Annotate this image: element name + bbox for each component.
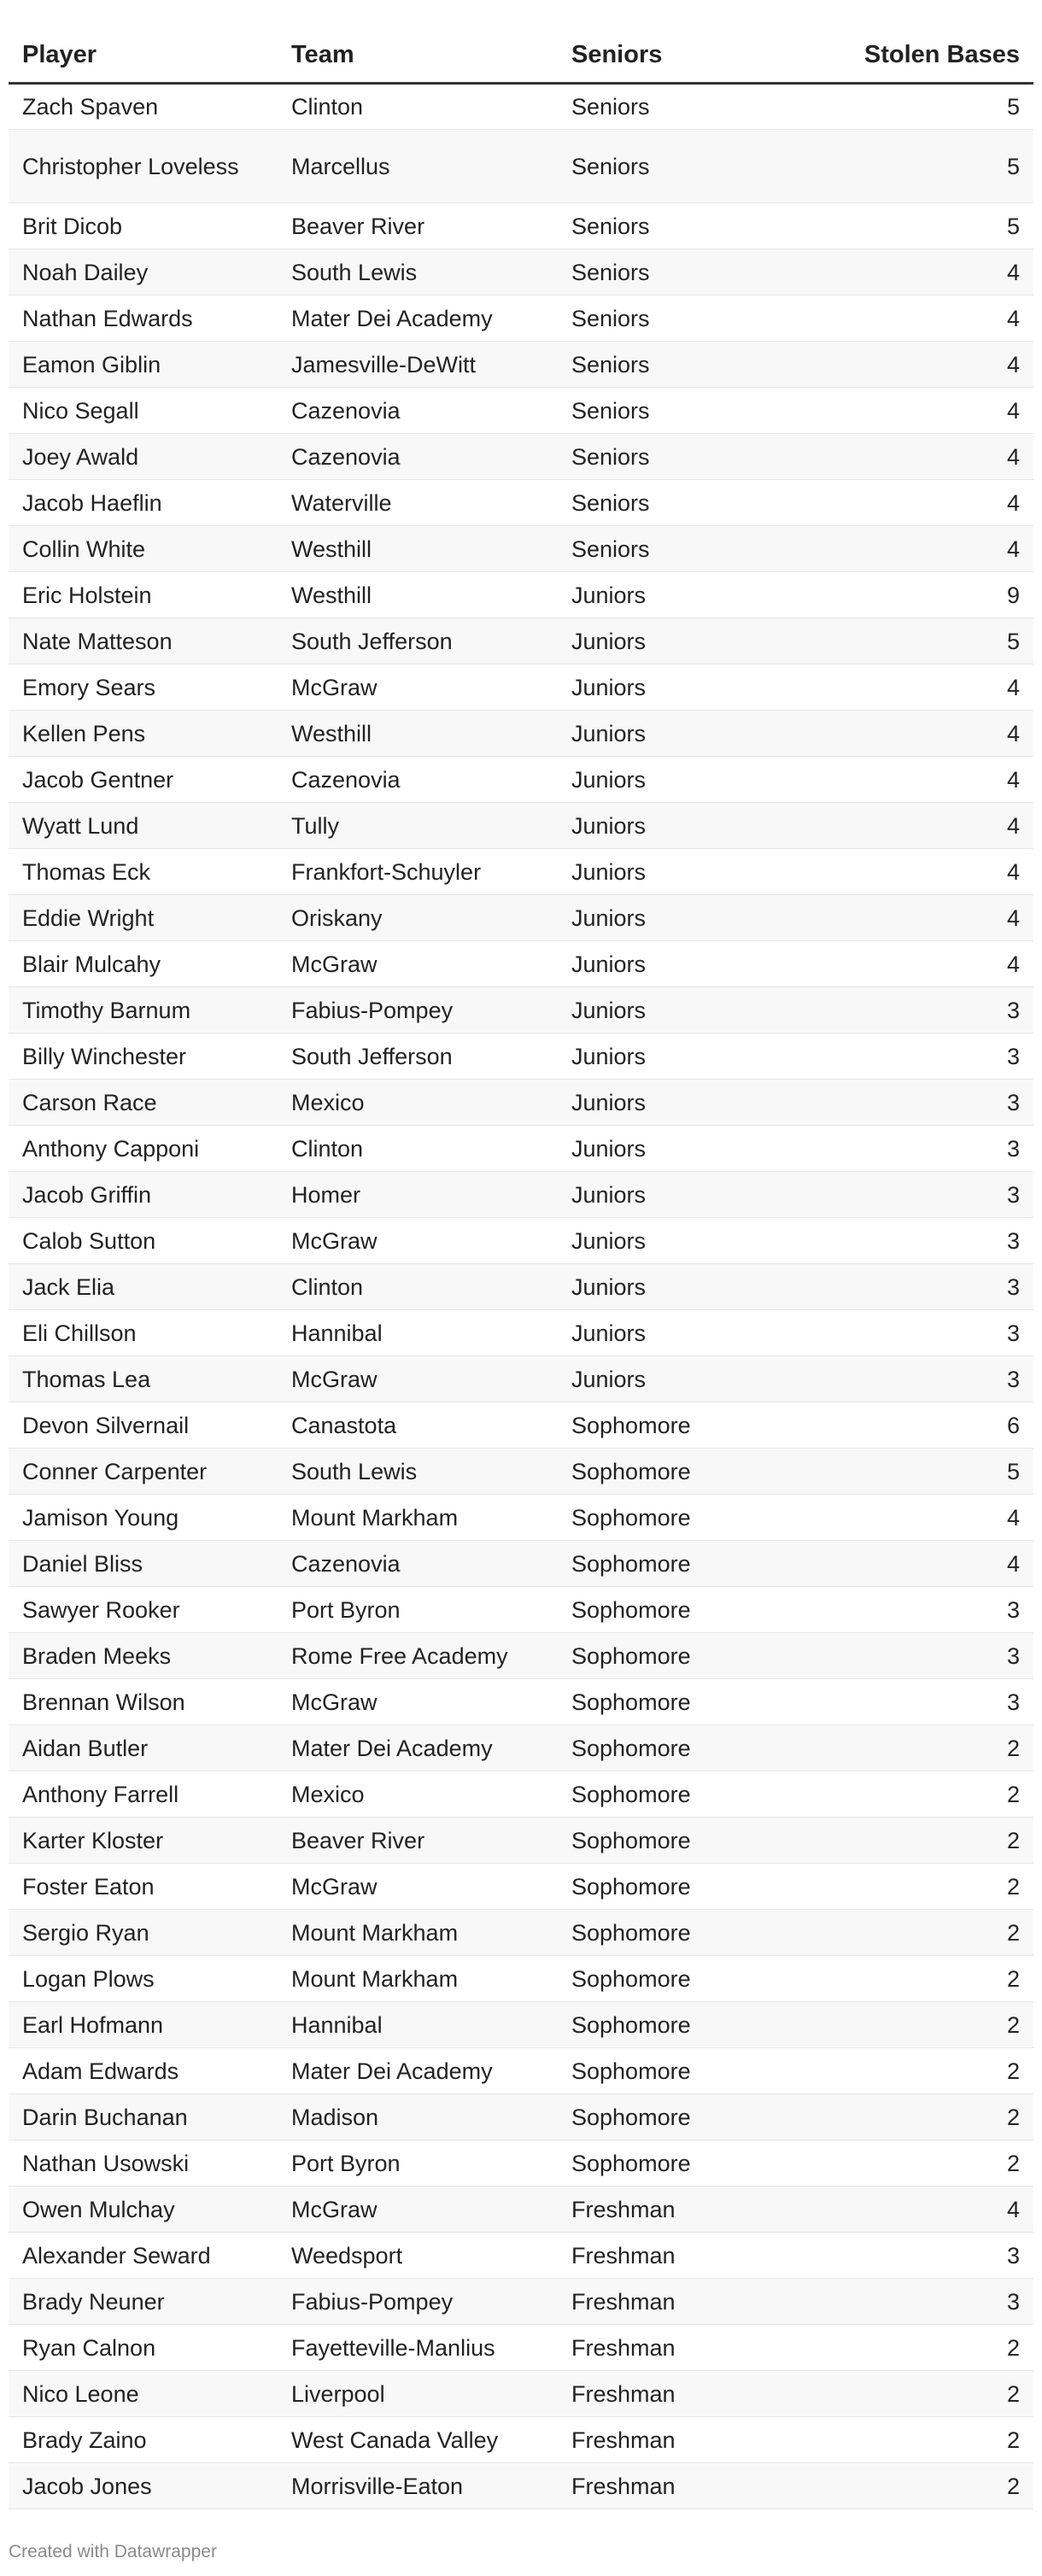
cell-class: Freshman (558, 2279, 741, 2325)
cell-stolen-bases: 5 (741, 130, 1033, 203)
table-row (9, 1402, 1033, 1449)
cell-team: South Lewis (278, 249, 558, 296)
column-header-stolen-bases[interactable]: Stolen Bases (741, 27, 1033, 84)
cell-class: Juniors (558, 1218, 741, 1264)
cell-team: McGraw (278, 1356, 558, 1402)
cell-class: Juniors (558, 1126, 741, 1172)
cell-stolen-bases: 2 (741, 2094, 1033, 2140)
cell-player: Logan Plows (9, 1956, 278, 2002)
table-row (9, 1679, 1033, 1725)
cell-player: Wyatt Lund (9, 803, 278, 849)
cell-stolen-bases: 4 (741, 434, 1033, 480)
cell-class: Seniors (558, 388, 741, 434)
cell-stolen-bases: 3 (741, 1356, 1033, 1402)
table-row (9, 249, 1033, 296)
cell-team: Westhill (278, 572, 558, 618)
column-header-class[interactable]: Seniors (558, 27, 741, 84)
cell-stolen-bases: 4 (741, 1541, 1033, 1587)
cell-player: Conner Carpenter (9, 1449, 278, 1495)
table-row (9, 2463, 1033, 2509)
table-row (9, 1587, 1033, 1633)
cell-team: McGraw (278, 1679, 558, 1725)
cell-player: Nico Leone (9, 2371, 278, 2417)
cell-class: Seniors (558, 526, 741, 572)
cell-team: Westhill (278, 711, 558, 757)
cell-stolen-bases: 2 (741, 1818, 1033, 1864)
cell-team: West Canada Valley (278, 2417, 558, 2463)
table-row (9, 987, 1033, 1033)
cell-stolen-bases: 4 (741, 757, 1033, 803)
cell-class: Freshman (558, 2233, 741, 2279)
table-header (9, 27, 1033, 84)
table-row (9, 2094, 1033, 2140)
cell-class: Freshman (558, 2463, 741, 2509)
table-row (9, 526, 1033, 572)
cell-stolen-bases: 3 (741, 1679, 1033, 1725)
cell-player: Jacob Griffin (9, 1172, 278, 1218)
table-row (9, 2187, 1033, 2233)
table-row (9, 2233, 1033, 2279)
cell-player: Aidan Butler (9, 1725, 278, 1771)
cell-class: Juniors (558, 572, 741, 618)
cell-class: Sophomore (558, 1818, 741, 1864)
cell-stolen-bases: 4 (741, 249, 1033, 296)
cell-player: Eddie Wright (9, 895, 278, 941)
cell-stolen-bases: 3 (741, 1218, 1033, 1264)
cell-team: Cazenovia (278, 1541, 558, 1587)
table-row (9, 1310, 1033, 1356)
cell-player: Karter Kloster (9, 1818, 278, 1864)
cell-player: Daniel Bliss (9, 1541, 278, 1587)
cell-stolen-bases: 4 (741, 1495, 1033, 1541)
cell-team: Oriskany (278, 895, 558, 941)
cell-player: Christopher Loveless (9, 130, 278, 203)
cell-team: Westhill (278, 526, 558, 572)
table-row (9, 130, 1033, 203)
cell-team: Tully (278, 803, 558, 849)
table-row (9, 1080, 1033, 1126)
table-row (9, 388, 1033, 434)
cell-stolen-bases: 5 (741, 1449, 1033, 1495)
cell-stolen-bases: 4 (741, 526, 1033, 572)
cell-team: Clinton (278, 84, 558, 130)
cell-stolen-bases: 2 (741, 1864, 1033, 1910)
cell-class: Juniors (558, 1356, 741, 1402)
cell-team: Morrisville-Eaton (278, 2463, 558, 2509)
cell-class: Juniors (558, 941, 741, 987)
cell-team: McGraw (278, 664, 558, 711)
cell-stolen-bases: 2 (741, 1725, 1033, 1771)
table-row (9, 1956, 1033, 2002)
table-row (9, 203, 1033, 249)
table-row (9, 1449, 1033, 1495)
cell-stolen-bases: 4 (741, 296, 1033, 342)
table-row (9, 2002, 1033, 2048)
cell-team: Mater Dei Academy (278, 1725, 558, 1771)
table-row (9, 1218, 1033, 1264)
cell-stolen-bases: 9 (741, 572, 1033, 618)
cell-team: Fayetteville-Manlius (278, 2325, 558, 2371)
cell-team: Cazenovia (278, 388, 558, 434)
table-row (9, 664, 1033, 711)
cell-team: McGraw (278, 941, 558, 987)
table-row (9, 2279, 1033, 2325)
cell-class: Juniors (558, 1172, 741, 1218)
cell-class: Juniors (558, 1310, 741, 1356)
cell-class: Seniors (558, 130, 741, 203)
cell-player: Nate Matteson (9, 618, 278, 664)
cell-team: Canastota (278, 1402, 558, 1449)
table-row (9, 941, 1033, 987)
cell-class: Sophomore (558, 2140, 741, 2187)
cell-stolen-bases: 4 (741, 803, 1033, 849)
table-row (9, 572, 1033, 618)
cell-class: Seniors (558, 434, 741, 480)
cell-player: Nico Segall (9, 388, 278, 434)
table-row (9, 1910, 1033, 1956)
cell-player: Collin White (9, 526, 278, 572)
table-row (9, 803, 1033, 849)
cell-player: Earl Hofmann (9, 2002, 278, 2048)
cell-stolen-bases: 2 (741, 2002, 1033, 2048)
cell-stolen-bases: 4 (741, 342, 1033, 388)
cell-stolen-bases: 4 (741, 941, 1033, 987)
cell-class: Sophomore (558, 1495, 741, 1541)
cell-player: Zach Spaven (9, 84, 278, 130)
cell-stolen-bases: 2 (741, 2371, 1033, 2417)
table-row (9, 84, 1033, 130)
cell-class: Seniors (558, 203, 741, 249)
cell-player: Devon Silvernail (9, 1402, 278, 1449)
table-row (9, 1495, 1033, 1541)
table-row (9, 296, 1033, 342)
cell-team: Port Byron (278, 1587, 558, 1633)
cell-player: Foster Eaton (9, 1864, 278, 1910)
cell-player: Darin Buchanan (9, 2094, 278, 2140)
cell-class: Sophomore (558, 1956, 741, 2002)
cell-class: Juniors (558, 987, 741, 1033)
stolen-bases-table-container (9, 27, 1033, 2509)
cell-stolen-bases: 5 (741, 203, 1033, 249)
cell-player: Braden Meeks (9, 1633, 278, 1679)
cell-class: Sophomore (558, 2048, 741, 2094)
cell-stolen-bases: 2 (741, 2463, 1033, 2509)
cell-player: Anthony Capponi (9, 1126, 278, 1172)
cell-player: Noah Dailey (9, 249, 278, 296)
cell-team: Madison (278, 2094, 558, 2140)
cell-team: Cazenovia (278, 757, 558, 803)
cell-class: Sophomore (558, 1679, 741, 1725)
column-header-player[interactable]: Player (9, 27, 278, 84)
table-row (9, 1126, 1033, 1172)
cell-class: Sophomore (558, 1864, 741, 1910)
cell-player: Timothy Barnum (9, 987, 278, 1033)
cell-class: Sophomore (558, 1402, 741, 1449)
cell-team: Mount Markham (278, 1495, 558, 1541)
cell-stolen-bases: 2 (741, 2048, 1033, 2094)
cell-stolen-bases: 3 (741, 1172, 1033, 1218)
cell-class: Juniors (558, 757, 741, 803)
cell-player: Billy Winchester (9, 1033, 278, 1080)
cell-class: Sophomore (558, 1633, 741, 1679)
cell-class: Juniors (558, 1264, 741, 1310)
cell-player: Adam Edwards (9, 2048, 278, 2094)
table-row (9, 757, 1033, 803)
cell-class: Sophomore (558, 2002, 741, 2048)
cell-player: Emory Sears (9, 664, 278, 711)
cell-player: Calob Sutton (9, 1218, 278, 1264)
table-row (9, 480, 1033, 526)
table-row (9, 1264, 1033, 1310)
cell-class: Juniors (558, 711, 741, 757)
cell-team: South Lewis (278, 1449, 558, 1495)
cell-stolen-bases: 2 (741, 1771, 1033, 1818)
cell-class: Sophomore (558, 1910, 741, 1956)
cell-team: Cazenovia (278, 434, 558, 480)
cell-team: Homer (278, 1172, 558, 1218)
cell-class: Juniors (558, 1080, 741, 1126)
cell-class: Seniors (558, 480, 741, 526)
cell-class: Seniors (558, 84, 741, 130)
cell-class: Sophomore (558, 1771, 741, 1818)
cell-stolen-bases: 2 (741, 2140, 1033, 2187)
cell-player: Nathan Edwards (9, 296, 278, 342)
cell-class: Sophomore (558, 1587, 741, 1633)
cell-stolen-bases: 3 (741, 987, 1033, 1033)
cell-team: McGraw (278, 2187, 558, 2233)
cell-class: Juniors (558, 664, 741, 711)
cell-player: Eli Chillson (9, 1310, 278, 1356)
table-row (9, 1172, 1033, 1218)
table-row (9, 1725, 1033, 1771)
cell-player: Jacob Gentner (9, 757, 278, 803)
table-row (9, 1864, 1033, 1910)
cell-player: Brady Zaino (9, 2417, 278, 2463)
cell-player: Carson Race (9, 1080, 278, 1126)
column-header-team[interactable]: Team (278, 27, 558, 84)
table-row (9, 711, 1033, 757)
table-row (9, 1633, 1033, 1679)
cell-class: Seniors (558, 342, 741, 388)
cell-team: Mater Dei Academy (278, 296, 558, 342)
cell-stolen-bases: 3 (741, 1080, 1033, 1126)
table-row (9, 2417, 1033, 2463)
cell-stolen-bases: 5 (741, 84, 1033, 130)
cell-player: Ryan Calnon (9, 2325, 278, 2371)
cell-team: Mater Dei Academy (278, 2048, 558, 2094)
table-row (9, 1818, 1033, 1864)
cell-class: Sophomore (558, 1449, 741, 1495)
cell-class: Seniors (558, 296, 741, 342)
table-row (9, 618, 1033, 664)
cell-stolen-bases: 4 (741, 388, 1033, 434)
cell-team: Weedsport (278, 2233, 558, 2279)
cell-player: Anthony Farrell (9, 1771, 278, 1818)
cell-player: Kellen Pens (9, 711, 278, 757)
cell-team: Mount Markham (278, 1956, 558, 2002)
table-row (9, 849, 1033, 895)
table-row (9, 895, 1033, 941)
cell-player: Nathan Usowski (9, 2140, 278, 2187)
cell-team: Beaver River (278, 203, 558, 249)
cell-team: Clinton (278, 1264, 558, 1310)
table-row (9, 342, 1033, 388)
stolen-bases-table (9, 27, 1033, 2509)
cell-team: Mexico (278, 1080, 558, 1126)
cell-team: Waterville (278, 480, 558, 526)
cell-team: Fabius-Pompey (278, 2279, 558, 2325)
cell-team: Rome Free Academy (278, 1633, 558, 1679)
cell-player: Brennan Wilson (9, 1679, 278, 1725)
cell-stolen-bases: 6 (741, 1402, 1033, 1449)
table-row (9, 2140, 1033, 2187)
cell-team: McGraw (278, 1218, 558, 1264)
cell-player: Sawyer Rooker (9, 1587, 278, 1633)
cell-class: Freshman (558, 2371, 741, 2417)
cell-stolen-bases: 2 (741, 2325, 1033, 2371)
cell-player: Jacob Haeflin (9, 480, 278, 526)
cell-team: Jamesville-DeWitt (278, 342, 558, 388)
cell-team: Liverpool (278, 2371, 558, 2417)
cell-player: Brit Dicob (9, 203, 278, 249)
cell-stolen-bases: 4 (741, 664, 1033, 711)
cell-stolen-bases: 2 (741, 1956, 1033, 2002)
cell-player: Alexander Seward (9, 2233, 278, 2279)
cell-team: South Jefferson (278, 1033, 558, 1080)
cell-class: Freshman (558, 2417, 741, 2463)
cell-team: Marcellus (278, 130, 558, 203)
cell-stolen-bases: 3 (741, 2233, 1033, 2279)
cell-player: Joey Awald (9, 434, 278, 480)
cell-class: Freshman (558, 2187, 741, 2233)
cell-player: Eric Holstein (9, 572, 278, 618)
header-row (9, 27, 1033, 84)
cell-stolen-bases: 3 (741, 1587, 1033, 1633)
cell-team: Hannibal (278, 1310, 558, 1356)
table-row (9, 1541, 1033, 1587)
cell-team: South Jefferson (278, 618, 558, 664)
cell-player: Brady Neuner (9, 2279, 278, 2325)
cell-stolen-bases: 2 (741, 2417, 1033, 2463)
cell-player: Owen Mulchay (9, 2187, 278, 2233)
cell-class: Juniors (558, 1033, 741, 1080)
cell-class: Juniors (558, 618, 741, 664)
cell-stolen-bases: 3 (741, 1126, 1033, 1172)
cell-class: Sophomore (558, 2094, 741, 2140)
cell-stolen-bases: 4 (741, 480, 1033, 526)
cell-stolen-bases: 3 (741, 1264, 1033, 1310)
cell-player: Sergio Ryan (9, 1910, 278, 1956)
cell-stolen-bases: 3 (741, 1633, 1033, 1679)
cell-player: Jamison Young (9, 1495, 278, 1541)
cell-player: Jacob Jones (9, 2463, 278, 2509)
cell-stolen-bases: 3 (741, 2279, 1033, 2325)
table-row (9, 1033, 1033, 1080)
cell-stolen-bases: 4 (741, 711, 1033, 757)
cell-player: Eamon Giblin (9, 342, 278, 388)
cell-class: Freshman (558, 2325, 741, 2371)
cell-stolen-bases: 2 (741, 1910, 1033, 1956)
cell-stolen-bases: 4 (741, 2187, 1033, 2233)
cell-team: Port Byron (278, 2140, 558, 2187)
datawrapper-credit[interactable]: Created with Datawrapper (9, 2542, 217, 2561)
cell-stolen-bases: 3 (741, 1310, 1033, 1356)
table-body (9, 84, 1033, 2509)
cell-class: Sophomore (558, 1541, 741, 1587)
cell-stolen-bases: 5 (741, 618, 1033, 664)
cell-team: McGraw (278, 1864, 558, 1910)
table-row (9, 1356, 1033, 1402)
cell-class: Juniors (558, 849, 741, 895)
cell-class: Juniors (558, 895, 741, 941)
cell-player: Thomas Eck (9, 849, 278, 895)
cell-team: Clinton (278, 1126, 558, 1172)
cell-team: Hannibal (278, 2002, 558, 2048)
cell-player: Blair Mulcahy (9, 941, 278, 987)
cell-team: Fabius-Pompey (278, 987, 558, 1033)
table-row (9, 434, 1033, 480)
cell-team: Mount Markham (278, 1910, 558, 1956)
cell-player: Jack Elia (9, 1264, 278, 1310)
cell-stolen-bases: 4 (741, 895, 1033, 941)
table-row (9, 1771, 1033, 1818)
cell-class: Sophomore (558, 1725, 741, 1771)
cell-team: Frankfort-Schuyler (278, 849, 558, 895)
cell-player: Thomas Lea (9, 1356, 278, 1402)
cell-class: Juniors (558, 803, 741, 849)
table-row (9, 2048, 1033, 2094)
table-row (9, 2371, 1033, 2417)
cell-stolen-bases: 3 (741, 1033, 1033, 1080)
cell-stolen-bases: 4 (741, 849, 1033, 895)
cell-team: Beaver River (278, 1818, 558, 1864)
cell-class: Seniors (558, 249, 741, 296)
cell-team: Mexico (278, 1771, 558, 1818)
table-row (9, 2325, 1033, 2371)
